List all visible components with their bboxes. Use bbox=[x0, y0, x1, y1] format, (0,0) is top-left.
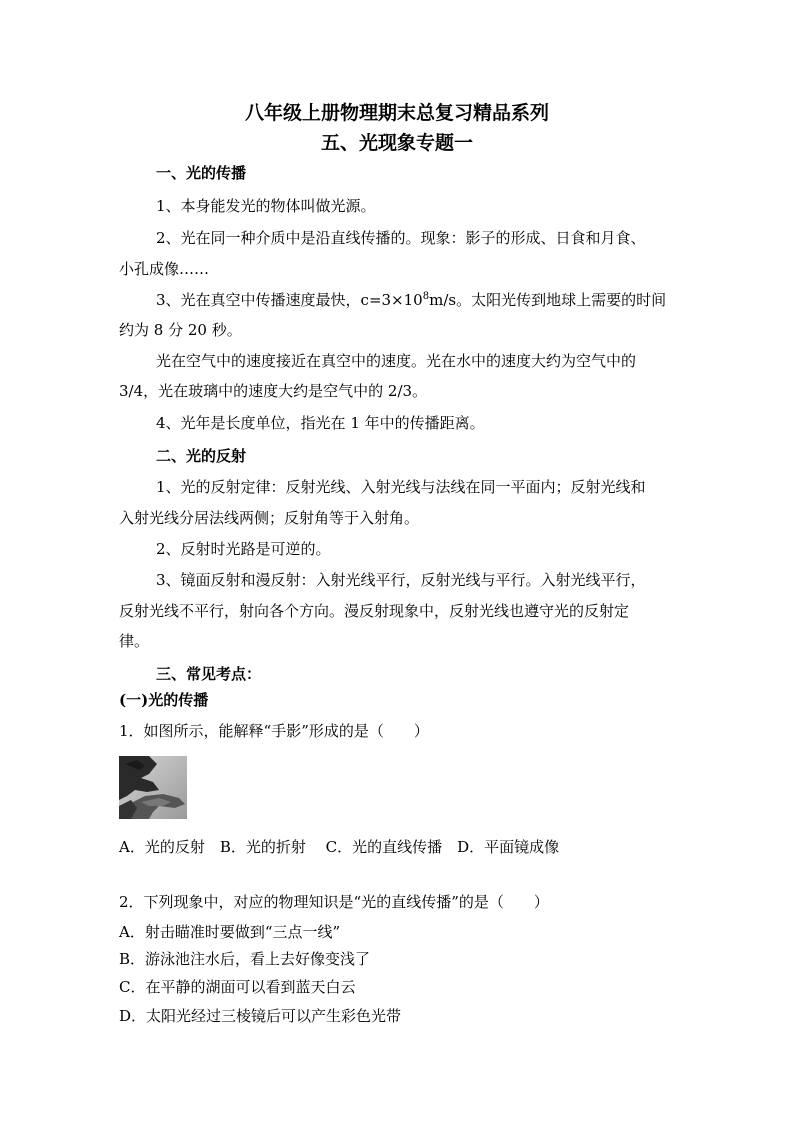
hand-shadow-image bbox=[119, 756, 187, 819]
paragraph: 2、光在同一种介质中是沿直线传播的。现象：影子的形成、日食和月食、 bbox=[156, 229, 646, 247]
question-2-option-b: B．游泳池注水后，看上去好像变浅了 bbox=[119, 950, 371, 968]
paragraph: 小孔成像…… bbox=[119, 260, 210, 278]
document-title: 八年级上册物理期末总复习精品系列 bbox=[244, 102, 549, 124]
paragraph: 律。 bbox=[119, 632, 150, 650]
speed-exponent: 8 bbox=[422, 291, 430, 302]
paragraph-speed-of-light bbox=[156, 290, 666, 310]
question-2-option-a: A．射击瞄准时要做到“三点一线” bbox=[119, 923, 341, 941]
question-2-option-d: D．太阳光经过三棱镜后可以产生彩色光带 bbox=[119, 1007, 402, 1025]
paragraph: 3/4，光在玻璃中的速度大约是空气中的 2/3。 bbox=[119, 382, 428, 400]
paragraph: 2、反射时光路是可逆的。 bbox=[156, 540, 331, 558]
paragraph: 3、镜面反射和漫反射：入射光线平行，反射光线与平行。入射光线平行， bbox=[156, 571, 646, 589]
document-subtitle: 五、光现象专题一 bbox=[320, 132, 473, 154]
paragraph: 反射光线不平行，射向各个方向。漫反射现象中，反射光线也遵守光的反射定 bbox=[119, 602, 630, 620]
paragraph: 1、光的反射定律：反射光线、入射光线与法线在同一平面内；反射光线和 bbox=[156, 478, 646, 496]
paragraph: 4、光年是长度单位，指光在 1 年中的传播距离。 bbox=[156, 414, 485, 432]
section-heading-exam-points: 三、常见考点： bbox=[156, 665, 262, 683]
paragraph: 入射光线分居法线两侧；反射角等于入射角。 bbox=[119, 509, 420, 527]
paragraph: 光在空气中的速度接近在真空中的速度。光在水中的速度大约为空气中的 bbox=[156, 352, 637, 370]
question-1: 1．如图所示，能解释“手影”形成的是（ ） bbox=[119, 722, 429, 740]
question-2: 2．下列现象中，对应的物理知识是“光的直线传播”的是（ ） bbox=[119, 893, 549, 911]
paragraph: 约为 8 分 20 秒。 bbox=[119, 321, 242, 339]
speed-text-post: m/s。太阳光传到地球上需要的时间 bbox=[429, 291, 667, 309]
speed-text-pre: 3、光在真空中传播速度最快，c=3×10 bbox=[156, 291, 423, 309]
question-1-options: A．光的反射 B．光的折射 C．光的直线传播 D．平面镜成像 bbox=[119, 838, 560, 856]
section-heading-reflection: 二、光的反射 bbox=[156, 447, 247, 465]
subsection-heading: (一)光的传播 bbox=[119, 691, 209, 709]
paragraph: 1、本身能发光的物体叫做光源。 bbox=[156, 197, 376, 215]
section-heading-light-propagation: 一、光的传播 bbox=[156, 164, 247, 182]
question-2-option-c: C．在平静的湖面可以看到蓝天白云 bbox=[119, 978, 356, 996]
